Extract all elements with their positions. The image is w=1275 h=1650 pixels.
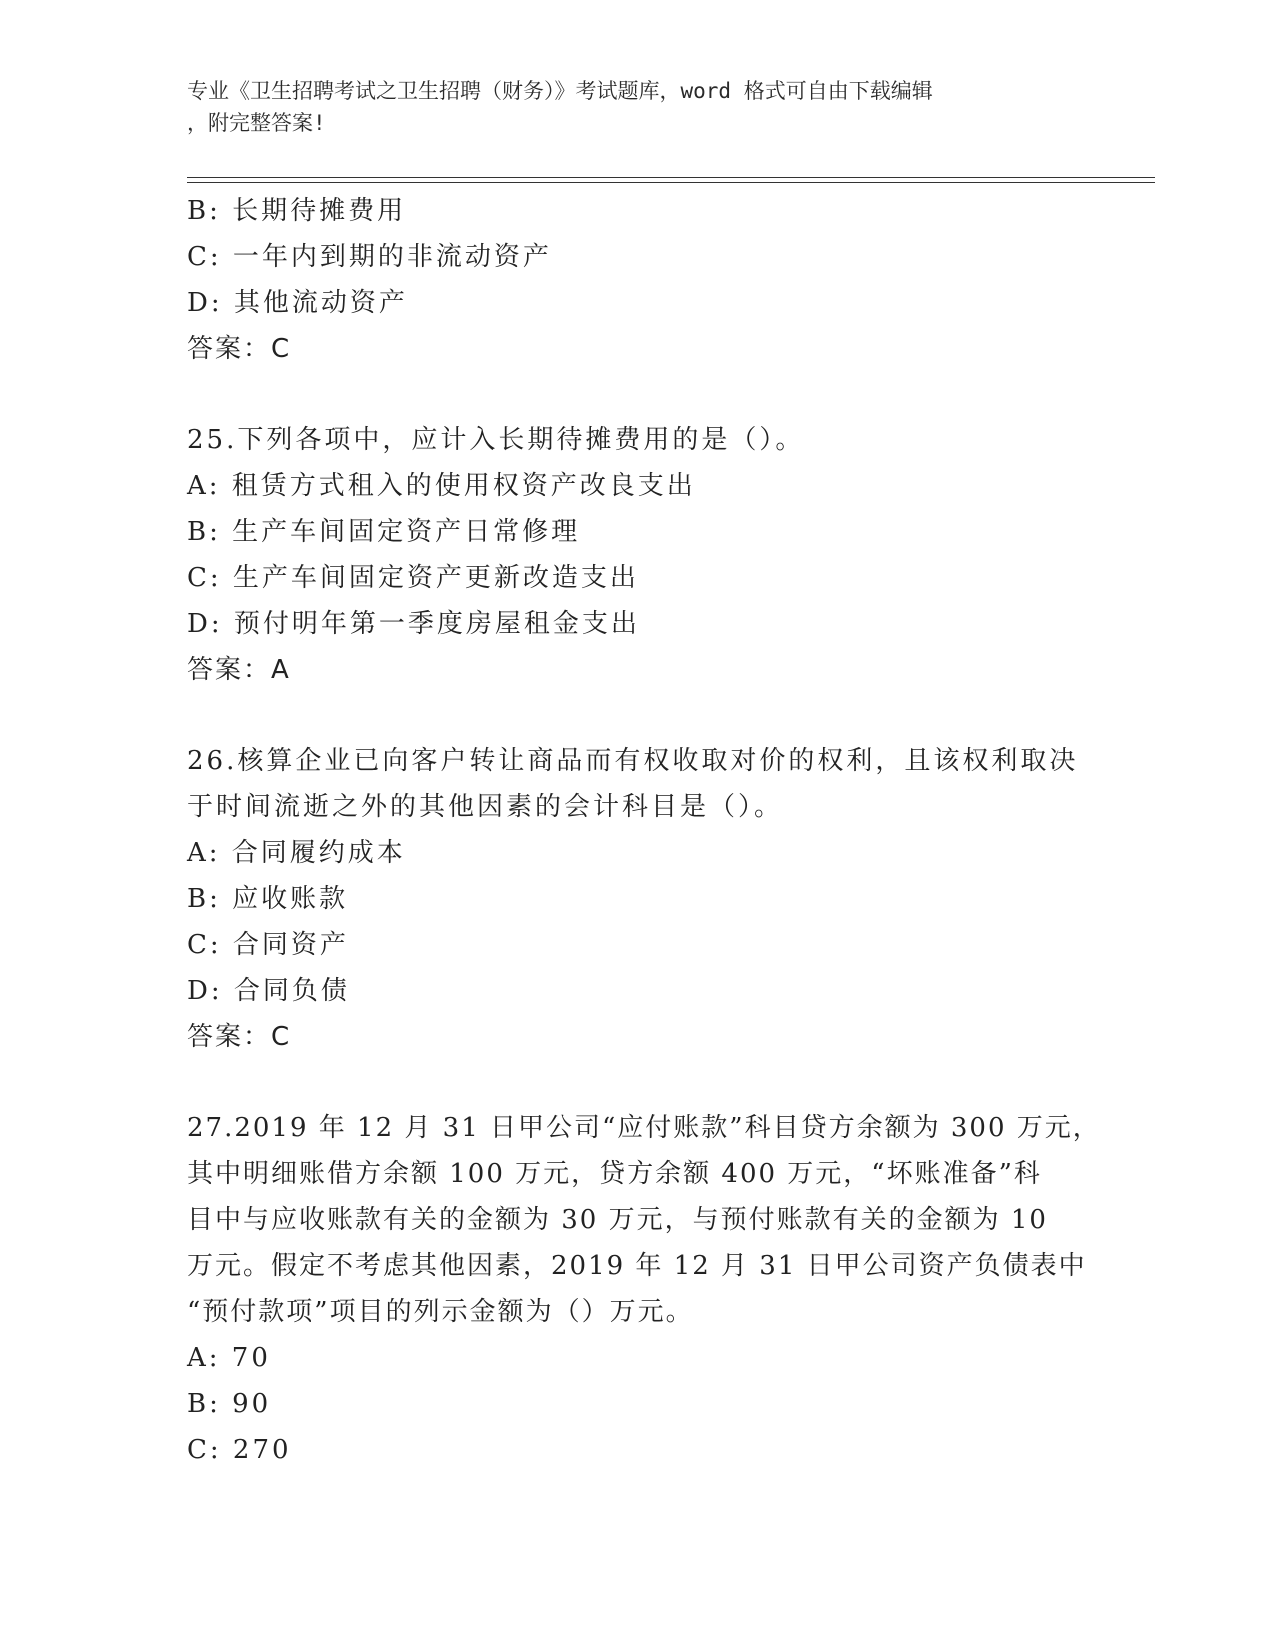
- stem-line: 27.2019 年 12 月 31 日甲公司“应付账款”科目贷方余额为 300 万元，: [187, 1113, 1101, 1143]
- option-b: B: 90: [187, 1389, 272, 1419]
- stem-line: 25.下列各项中，应计入长期待摊费用的是（）。: [187, 425, 805, 455]
- question-stem: [187, 1105, 1101, 1335]
- option-c: C: 270: [187, 1435, 292, 1465]
- answer-line: 答案：C: [187, 334, 292, 364]
- stem-line: “预付款项”项目的列示金额为（）万元。: [187, 1297, 694, 1327]
- question-24-continuation: [187, 188, 1087, 372]
- spacer: [187, 1060, 1087, 1105]
- stem-line: 26.核算企业已向客户转让商品而有权收取对价的权利，且该权利取决: [187, 746, 1079, 776]
- spacer: [187, 372, 1087, 417]
- option-d: D: 合同负债: [187, 976, 350, 1006]
- option-a: A: 租赁方式租入的使用权资产改良支出: [187, 471, 696, 501]
- option-b: B: 应收账款: [187, 884, 349, 914]
- answer-line: 答案：A: [187, 655, 291, 685]
- question-25: [187, 417, 1087, 693]
- stem-line: 于时间流逝之外的其他因素的会计科目是（）。: [187, 792, 784, 822]
- option-c: C: 生产车间固定资产更新改造支出: [187, 563, 639, 593]
- stem-line: 其中明细账借方余额 100 万元，贷方余额 400 万元，“坏账准备”科: [187, 1159, 1042, 1189]
- header-text-line-2: ，附完整答案!: [187, 111, 326, 135]
- option-b: B: 生产车间固定资产日常修理: [187, 517, 581, 547]
- header-rule-top: [187, 177, 1155, 178]
- option-a: A: 70: [187, 1343, 271, 1373]
- option-a: A: 合同履约成本: [187, 838, 406, 868]
- answer-line: 答案：C: [187, 1022, 292, 1052]
- stem-line: 万元。假定不考虑其他因素，2019 年 12 月 31 日甲公司资产负债表中: [187, 1251, 1087, 1281]
- header-rule-bottom: [187, 182, 1155, 183]
- question-stem: [187, 738, 1087, 830]
- option-d: D: 预付明年第一季度房屋租金支出: [187, 609, 640, 639]
- header-text-line-1: 专业《卫生招聘考试之卫生招聘（财务）》考试题库，word 格式可自由下载编辑: [187, 79, 933, 103]
- option-b: B: 长期待摊费用: [187, 196, 407, 226]
- question-27: [187, 1105, 1101, 1473]
- question-26: [187, 738, 1087, 1060]
- option-c: C: 合同资产: [187, 930, 349, 960]
- option-d: D: 其他流动资产: [187, 288, 408, 318]
- question-stem: [187, 417, 1087, 463]
- stem-line: 目中与应收账款有关的金额为 30 万元，与预付账款有关的金额为 10: [187, 1205, 1048, 1235]
- spacer: [187, 693, 1087, 738]
- option-c: C: 一年内到期的非流动资产: [187, 242, 552, 272]
- question-list: [187, 188, 1101, 1473]
- document-header: [187, 75, 1067, 139]
